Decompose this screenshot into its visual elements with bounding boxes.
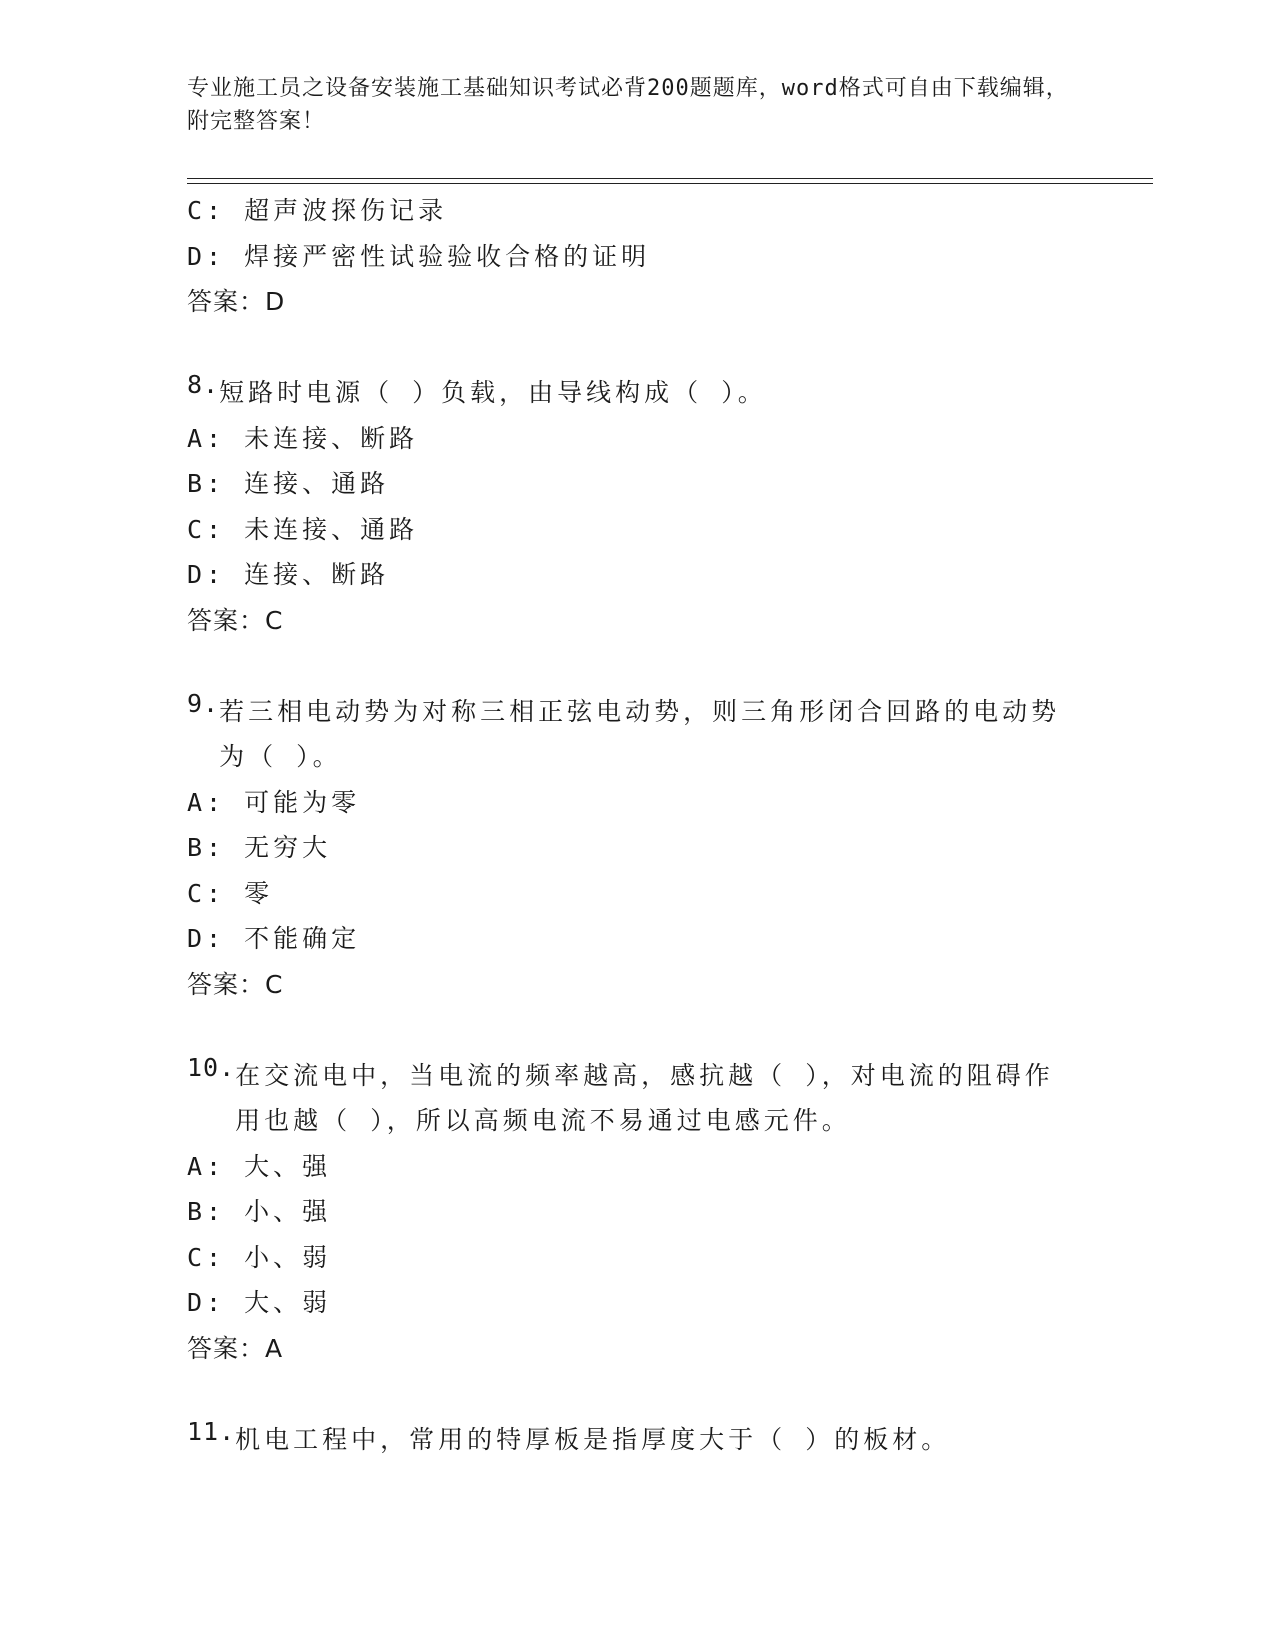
option-b: B: 无穷大 <box>187 833 332 862</box>
option-d: D: 不能确定 <box>187 924 361 953</box>
question-10 <box>187 1053 1067 1372</box>
header-rule-bottom <box>187 183 1153 184</box>
question-11 <box>187 1417 1067 1463</box>
question-list <box>187 188 1067 1462</box>
option-d: D: 大、弱 <box>187 1288 332 1317</box>
option-a: A: 可能为零 <box>187 787 361 817</box>
option-b: B: 小、强 <box>187 1197 332 1226</box>
question-stem <box>187 1053 1067 1144</box>
question-text: 短路时电源（ ）负载，由导线构成（ ）。 <box>219 378 767 407</box>
option-a: A: 未连接、断路 <box>187 423 419 453</box>
option-a: A: 大、强 <box>187 1151 332 1181</box>
option-c: C: 零 <box>187 878 274 908</box>
header-rule-top <box>187 178 1153 179</box>
option-c: C: 小、弱 <box>187 1242 332 1272</box>
question-stem <box>187 689 1067 780</box>
question-number: 8. <box>187 370 220 399</box>
option-c: C: 超声波探伤记录 <box>187 196 448 225</box>
document-header <box>187 72 1087 138</box>
answer: 答案：C <box>187 969 284 999</box>
answer: 答案：D <box>187 287 286 316</box>
question-8 <box>187 370 1067 643</box>
question-text: 若三相电动势为对称三相正弦电动势，则三角形闭合回路的电动势为（ ）。 <box>219 696 1061 771</box>
question-number: 10. <box>187 1052 236 1082</box>
question-number: 9. <box>187 688 220 718</box>
option-d: D: 焊接严密性试验验收合格的证明 <box>187 241 651 271</box>
question-9 <box>187 689 1067 1008</box>
header-title: 专业施工员之设备安装施工基础知识考试必背200题题库，word格式可自由下载编辑，附完整答案！ <box>187 76 1069 134</box>
answer: 答案：C <box>187 605 284 635</box>
question-number: 11. <box>187 1416 236 1446</box>
question-text: 机电工程中，常用的特厚板是指厚度大于（ ）的板材。 <box>235 1424 951 1454</box>
option-c: C: 未连接、通路 <box>187 514 419 544</box>
question-stem <box>187 1417 1067 1463</box>
option-b: B: 连接、通路 <box>187 469 390 498</box>
question-text: 在交流电中，当电流的频率越高，感抗越（ ），对电流的阻碍作用也越（ ），所以高频电流不易通过电感元件。 <box>235 1060 1054 1135</box>
answer: 答案：A <box>187 1333 284 1363</box>
question-stem <box>187 370 1067 416</box>
question-7-continued <box>187 188 1067 325</box>
option-d: D: 连接、断路 <box>187 560 390 589</box>
